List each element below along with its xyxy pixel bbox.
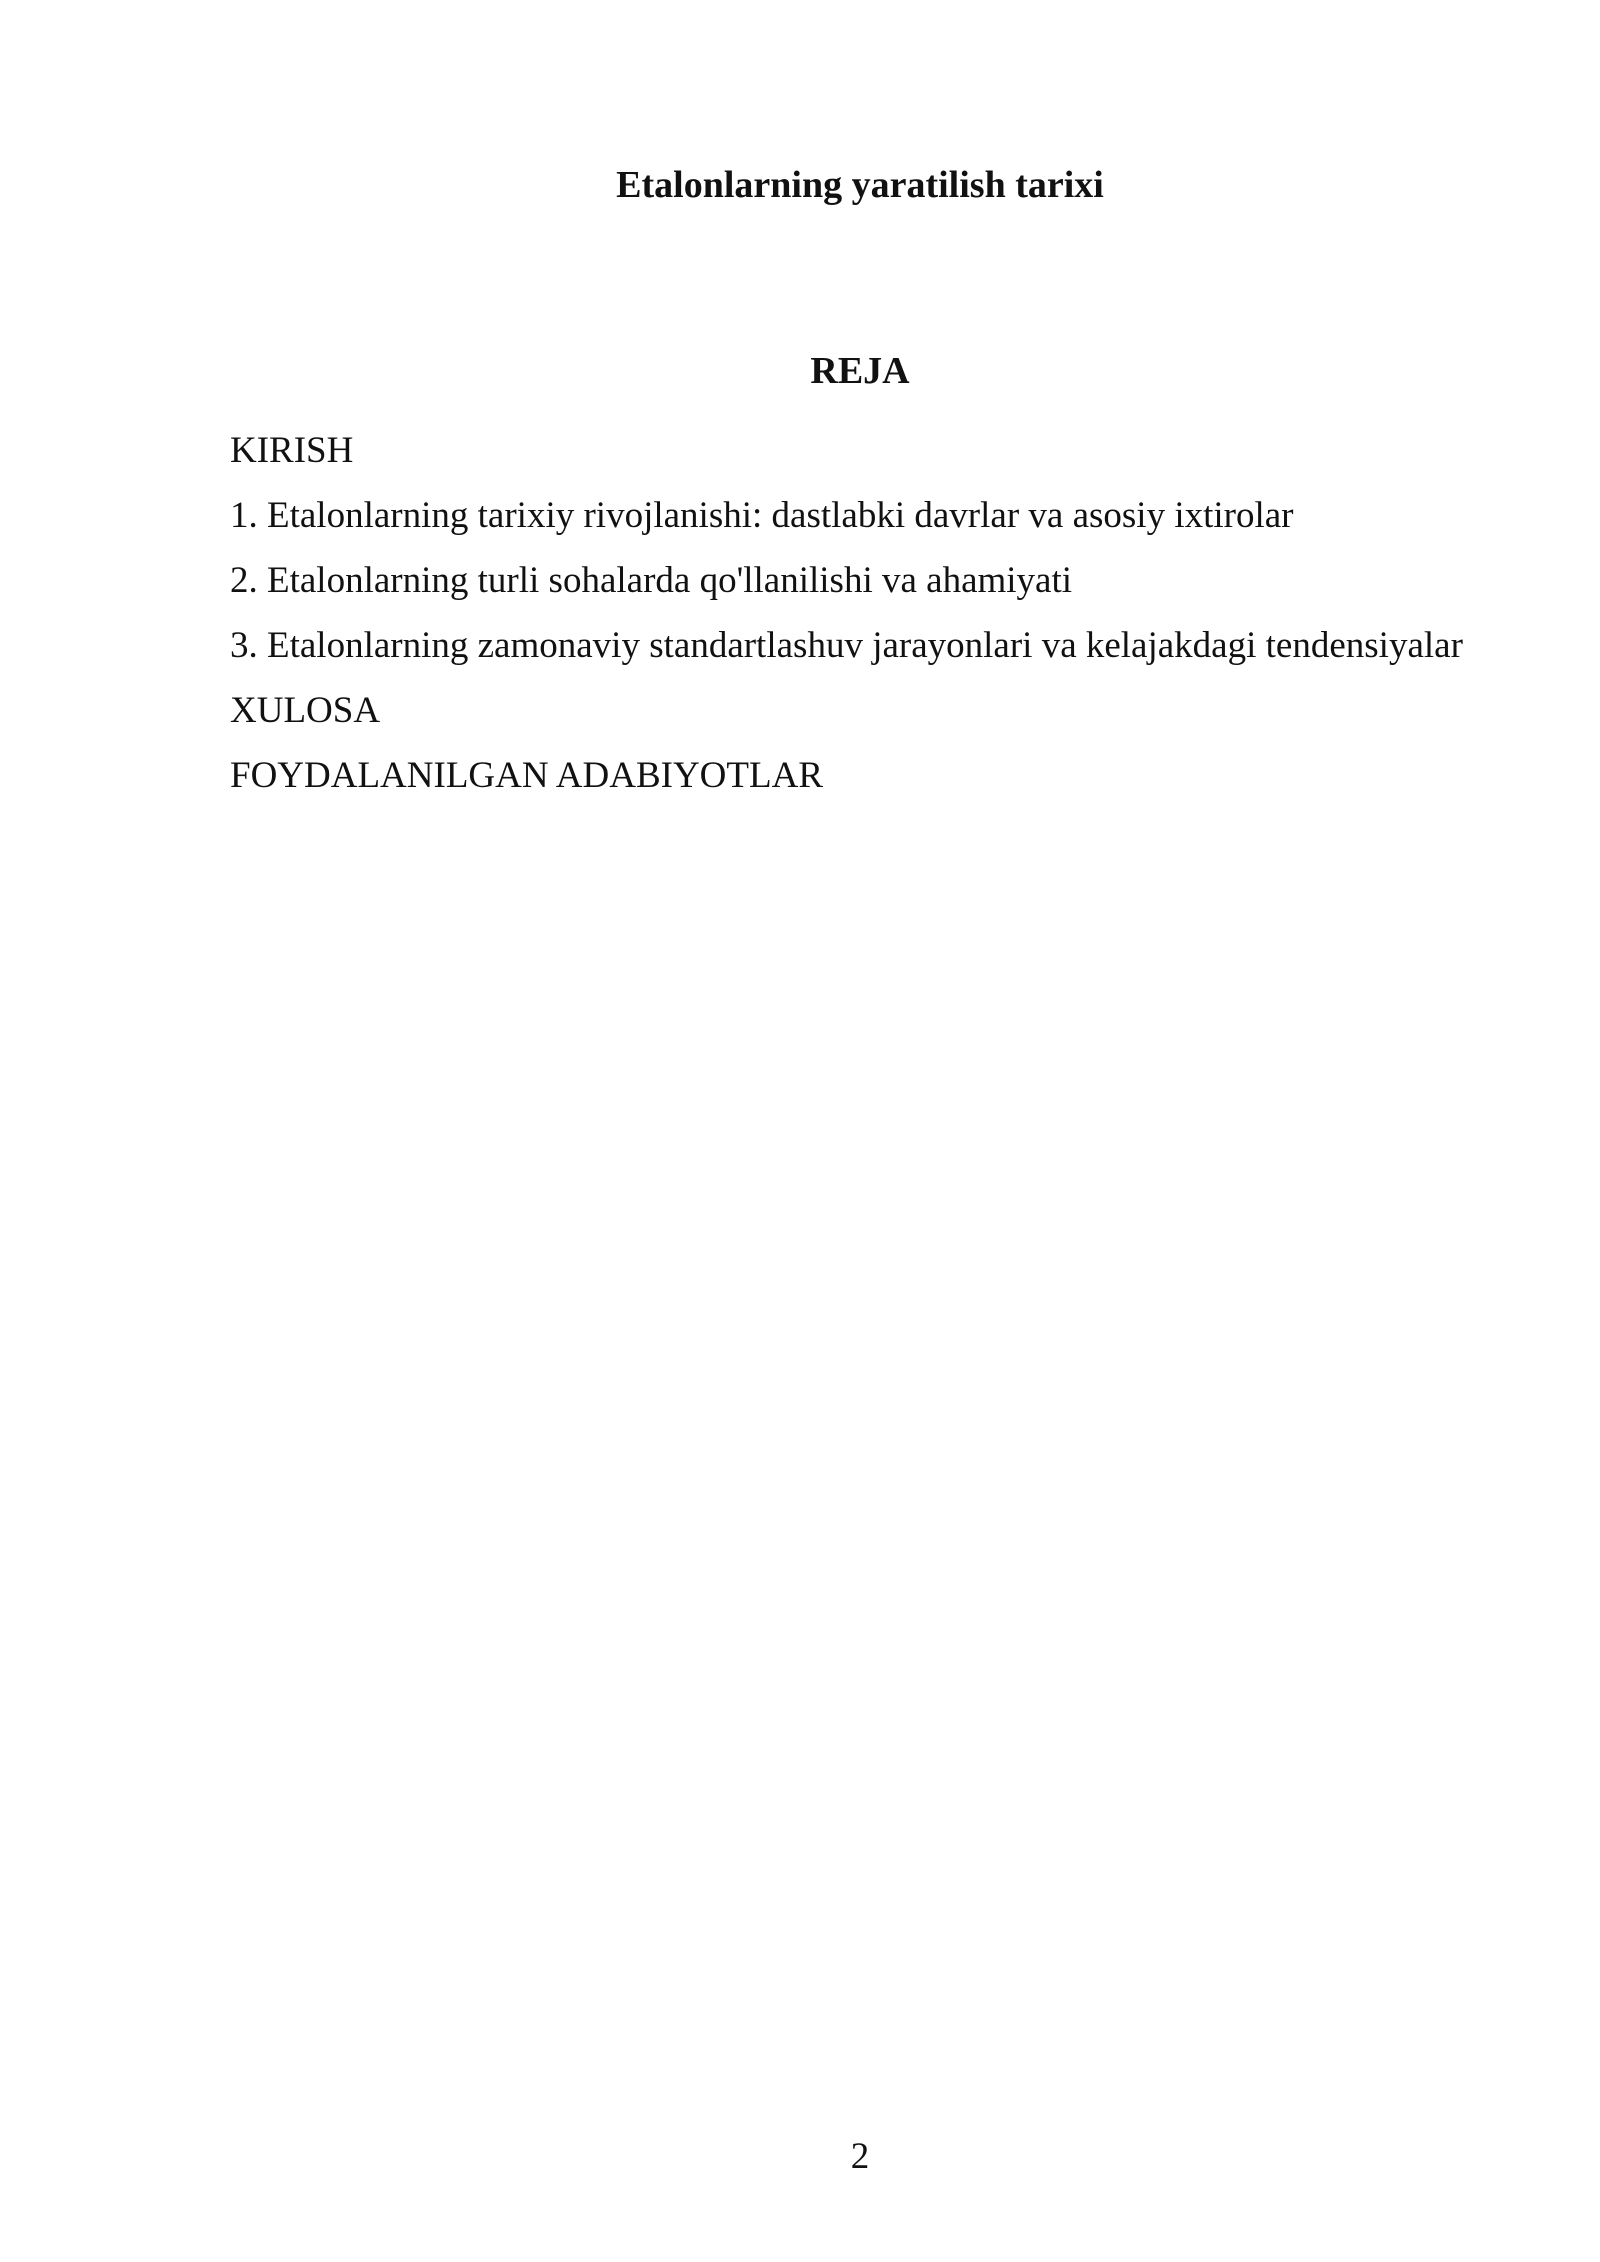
plan-item-introduction: KIRISH [230,430,354,471]
page-number: 2 [850,2136,870,2177]
plan-item-1: 1. Etalonlarning tarixiy rivojlanishi: dastlabki davrlar va asosiy ixtirolar [230,495,1294,536]
plan-item-2: 2. Etalonlarning turli sohalarda qo'llanilishi va ahamiyati [230,560,1073,601]
plan-item-3: 3. Etalonlarning zamonaviy standartlashuv jarayonlari va kelajakdagi tendensiyalar [230,625,1463,666]
plan-item-conclusion: XULOSA [230,690,381,731]
plan-heading: REJA [810,350,910,392]
document-title: Etalonlarning yaratilish tarixi [616,164,1104,206]
plan-list [230,418,1530,808]
plan-item-references: FOYDALANILGAN ADABIYOTLAR [230,755,823,796]
